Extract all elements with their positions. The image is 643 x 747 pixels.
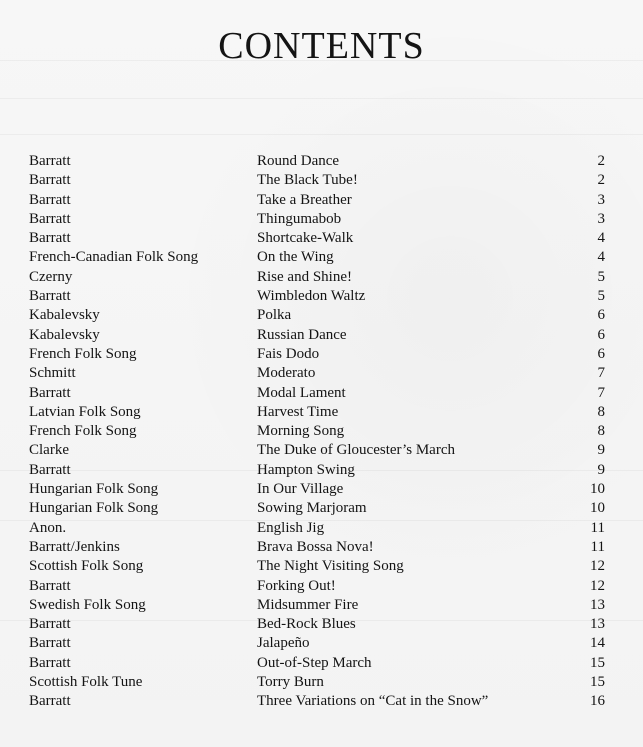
piece-title: Shortcake-Walk <box>257 230 354 247</box>
toc-entry <box>0 364 643 383</box>
piece-title: The Black Tube! <box>257 172 358 189</box>
toc-entry <box>0 384 643 403</box>
composer-name: Barratt/Jenkins <box>29 538 120 555</box>
piece-title: In Our Village <box>257 481 344 498</box>
toc-entry <box>0 577 643 596</box>
toc-entry <box>0 326 643 345</box>
toc-entry <box>0 191 643 210</box>
composer-name: French Folk Song <box>29 423 137 440</box>
toc-entry <box>0 538 643 557</box>
composer-name: Latvian Folk Song <box>29 403 141 420</box>
toc-entry <box>0 306 643 325</box>
toc-entry <box>0 403 643 422</box>
piece-title: Sowing Marjoram <box>257 500 367 517</box>
piece-title: Bed-Rock Blues <box>257 616 356 633</box>
page-number: 9 <box>597 442 605 459</box>
composer-name: French-Canadian Folk Song <box>29 249 199 266</box>
toc-entry <box>0 596 643 615</box>
composer-name: Barratt <box>29 172 71 189</box>
toc-entry <box>0 287 643 306</box>
page-number: 12 <box>590 577 605 594</box>
toc-entry <box>0 152 643 171</box>
composer-name: Barratt <box>29 693 71 710</box>
composer-name: Barratt <box>29 384 71 401</box>
composer-name: Barratt <box>29 616 71 633</box>
toc-entry <box>0 634 643 653</box>
composer-name: Hungarian Folk Song <box>29 481 159 498</box>
toc-entry <box>0 210 643 229</box>
page-number: 11 <box>590 519 605 536</box>
composer-name: Barratt <box>29 654 71 671</box>
piece-title: Morning Song <box>257 423 345 440</box>
toc-entry <box>0 557 643 576</box>
page-number: 9 <box>597 461 605 478</box>
toc-entry <box>0 519 643 538</box>
background-staff-line <box>0 98 643 99</box>
composer-name: Barratt <box>29 577 71 594</box>
page-number: 10 <box>590 481 605 498</box>
composer-name: Barratt <box>29 191 71 208</box>
piece-title: Forking Out! <box>257 577 336 594</box>
composer-name: Barratt <box>29 288 71 305</box>
toc-entry <box>0 654 643 673</box>
composer-name: Barratt <box>29 635 71 652</box>
piece-title: Moderato <box>257 365 316 382</box>
piece-title: Russian Dance <box>257 326 347 343</box>
page-number: 3 <box>597 210 605 227</box>
table-of-contents <box>0 152 643 712</box>
page-number: 7 <box>597 365 605 382</box>
piece-title: The Night Visiting Song <box>257 558 404 575</box>
toc-entry <box>0 499 643 518</box>
composer-name: Swedish Folk Song <box>29 596 146 613</box>
piece-title: Jalapeño <box>257 635 310 652</box>
toc-entry <box>0 673 643 692</box>
composer-name: Scottish Folk Tune <box>29 674 143 691</box>
piece-title: Round Dance <box>257 153 340 169</box>
page-number: 6 <box>597 326 605 343</box>
piece-title: Wimbledon Waltz <box>257 288 366 305</box>
page-number: 13 <box>590 616 605 633</box>
page-number: 6 <box>597 307 605 324</box>
composer-name: Barratt <box>29 210 71 227</box>
page-number: 14 <box>590 635 605 652</box>
toc-entry <box>0 268 643 287</box>
piece-title: Polka <box>257 307 292 324</box>
composer-name: Kabalevsky <box>29 307 100 324</box>
page-number: 15 <box>590 654 605 671</box>
composer-name: Anon. <box>29 519 67 536</box>
toc-entry <box>0 615 643 634</box>
composer-name: Hungarian Folk Song <box>29 500 159 517</box>
composer-name: Barratt <box>29 153 71 169</box>
piece-title: Hampton Swing <box>257 461 355 478</box>
composer-name: Scottish Folk Song <box>29 558 144 575</box>
page-number: 8 <box>597 423 605 440</box>
page-number: 6 <box>597 345 605 362</box>
page-number: 7 <box>597 384 605 401</box>
piece-title: Three Variations on “Cat in the Snow” <box>257 693 489 710</box>
composer-name: Barratt <box>29 461 71 478</box>
toc-entry <box>0 441 643 460</box>
toc-entry <box>0 461 643 480</box>
piece-title: Out-of-Step March <box>257 654 372 671</box>
piece-title: Midsummer Fire <box>257 596 359 613</box>
composer-name: Schmitt <box>29 365 76 382</box>
page-number: 8 <box>597 403 605 420</box>
piece-title: Brava Bossa Nova! <box>257 538 374 555</box>
composer-name: Czerny <box>29 268 73 285</box>
piece-title: Rise and Shine! <box>257 268 352 285</box>
toc-entry <box>0 345 643 364</box>
page-number: 2 <box>597 153 605 169</box>
piece-title: The Duke of Gloucester’s March <box>257 442 455 459</box>
toc-entry <box>0 248 643 267</box>
page-number: 10 <box>590 500 605 517</box>
page-number: 13 <box>590 596 605 613</box>
piece-title: Modal Lament <box>257 384 346 401</box>
piece-title: Thingumabob <box>257 210 342 227</box>
page-title: CONTENTS <box>218 25 425 67</box>
composer-name: Clarke <box>29 442 69 459</box>
page-number: 4 <box>597 249 605 266</box>
page-number: 16 <box>590 693 605 710</box>
piece-title: English Jig <box>257 519 325 536</box>
toc-entry <box>0 422 643 441</box>
piece-title: Take a Breather <box>257 191 352 208</box>
composer-name: Barratt <box>29 230 71 247</box>
piece-title: Harvest Time <box>257 403 339 420</box>
toc-entry <box>0 229 643 248</box>
page-number: 2 <box>597 172 605 189</box>
piece-title: Torry Burn <box>257 674 324 691</box>
page-number: 15 <box>590 674 605 691</box>
toc-entry <box>0 692 643 711</box>
page-number: 3 <box>597 191 605 208</box>
composer-name: Kabalevsky <box>29 326 100 343</box>
toc-entry <box>0 171 643 190</box>
background-staff-line <box>0 134 643 135</box>
toc-entry <box>0 480 643 499</box>
composer-name: French Folk Song <box>29 345 137 362</box>
page-number: 5 <box>597 268 605 285</box>
page-number: 4 <box>597 230 605 247</box>
piece-title: On the Wing <box>257 249 334 266</box>
page-number: 11 <box>590 538 605 555</box>
piece-title: Fais Dodo <box>257 345 320 362</box>
page-number: 5 <box>597 288 605 305</box>
page-number: 12 <box>590 558 605 575</box>
